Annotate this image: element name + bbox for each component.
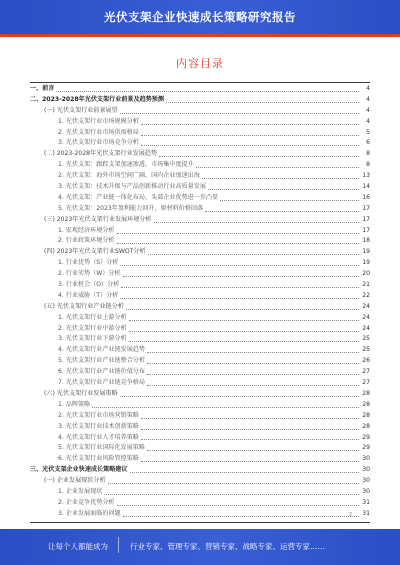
toc-entry-page: 25 bbox=[362, 335, 370, 343]
toc-entry[interactable] bbox=[30, 204, 370, 215]
toc-entry-text: 1. 宏观经济环境分析 bbox=[58, 226, 115, 234]
toc-entry-page: 20 bbox=[362, 270, 370, 278]
toc-dot-leader bbox=[220, 200, 359, 201]
toc-entry[interactable] bbox=[30, 433, 370, 444]
footer-tagline: 行业专家、管理专家、营销专家、战略专家、运营专家…… bbox=[130, 542, 325, 551]
toc-entry[interactable] bbox=[30, 226, 370, 237]
toc-entry[interactable] bbox=[30, 247, 370, 258]
toc-dot-leader bbox=[147, 363, 359, 364]
toc-dot-leader bbox=[129, 331, 359, 332]
toc-entry[interactable] bbox=[30, 378, 370, 389]
toc-entry-page: 29 bbox=[362, 444, 370, 452]
toc-dot-leader bbox=[205, 211, 359, 212]
toc-entry[interactable] bbox=[30, 389, 370, 400]
toc-entry-text: 1. 光伏支架行业市场规模分析 bbox=[58, 117, 139, 125]
toc-entry[interactable] bbox=[30, 465, 370, 476]
toc-entry[interactable] bbox=[30, 149, 370, 160]
toc-entry-page: 31 bbox=[362, 498, 370, 506]
toc-entry[interactable] bbox=[30, 324, 370, 335]
toc-entry-page: 24 bbox=[362, 313, 370, 321]
toc-entry-page: 17 bbox=[362, 204, 370, 212]
toc-dot-leader bbox=[120, 396, 359, 397]
footer-slogan: 让每个人都能成为 bbox=[48, 542, 108, 551]
toc-dot-leader bbox=[120, 298, 359, 299]
toc-entry-text: 5. 光伏支架：2023年盈利能力回升，原材料价格回落 bbox=[58, 204, 204, 212]
toc-entry-text: 1. 品牌策略 bbox=[58, 400, 91, 408]
toc-entry-page: 14 bbox=[362, 183, 370, 191]
toc-entry[interactable] bbox=[30, 476, 370, 487]
toc-dot-leader bbox=[141, 145, 359, 146]
toc-entry-text: (一) 企业发展现状分析 bbox=[44, 477, 106, 485]
toc-entry-text: 1. 光伏支架：跟踪支架加速渗透，市场集中度提升 bbox=[58, 161, 194, 169]
toc-entry-text: 2. 光伏支架行业市场营销策略 bbox=[58, 411, 139, 419]
toc-bottom-rule bbox=[30, 522, 370, 523]
toc-entry-text: 6. 光伏支架行业风险管控策略 bbox=[58, 455, 139, 463]
toc-entry-page: 29 bbox=[362, 433, 370, 441]
toc-entry-text: 一、前言 bbox=[30, 85, 55, 92]
toc-dot-leader bbox=[123, 516, 359, 517]
toc-entry-text: (一) 光伏支架行业前景展望 bbox=[44, 106, 118, 114]
toc-entry-page: 16 bbox=[362, 193, 370, 201]
toc-entry[interactable] bbox=[30, 400, 370, 411]
footer-divider bbox=[118, 537, 119, 553]
toc-entry-text: (二) 2023-2028年光伏支架行业发展趋势 bbox=[44, 150, 158, 158]
toc-entry-text: 2. 行业政策环境分析 bbox=[58, 237, 115, 245]
toc-entry-page: 25 bbox=[362, 346, 370, 354]
toc-dot-leader bbox=[120, 265, 359, 266]
toc-dot-leader bbox=[104, 494, 359, 495]
toc-dot-leader bbox=[130, 472, 360, 473]
toc-entry-text: (四) 2023年光伏支架行业SWOT分析 bbox=[44, 248, 146, 256]
toc-dot-leader bbox=[202, 178, 359, 179]
toc-entry[interactable] bbox=[30, 171, 370, 182]
toc-entry-text: (六) 光伏支架行业发展策略 bbox=[44, 389, 118, 397]
toc-entry-page: 28 bbox=[362, 400, 370, 408]
toc-dot-leader bbox=[117, 505, 359, 506]
toc-dot-leader bbox=[147, 352, 359, 353]
toc-entry-text: 3. 光伏支架行业市场竞争分析 bbox=[58, 139, 139, 147]
toc-dot-leader bbox=[141, 429, 359, 430]
toc-dot-leader bbox=[141, 135, 359, 136]
toc-entry[interactable] bbox=[30, 334, 370, 345]
toc-entry-text: 4. 光伏支架行业人才培养策略 bbox=[58, 433, 139, 441]
toc-entry-page: 8 bbox=[366, 161, 370, 169]
toc-entry-page: 13 bbox=[362, 172, 370, 180]
toc-entry[interactable] bbox=[30, 313, 370, 324]
toc-entry[interactable] bbox=[30, 128, 370, 139]
toc-entry-page: 4 bbox=[366, 106, 370, 114]
toc-entry[interactable] bbox=[30, 422, 370, 433]
toc-entry-page: 30 bbox=[362, 477, 370, 485]
toc-entry-text: 3. 行业机会（O）分析 bbox=[58, 281, 120, 289]
toc-entry[interactable] bbox=[30, 498, 370, 509]
toc-dot-leader bbox=[147, 450, 359, 451]
toc-dot-leader bbox=[141, 439, 359, 440]
toc-dot-leader bbox=[129, 341, 359, 342]
toc-top-rule bbox=[30, 82, 370, 83]
toc-dot-leader bbox=[141, 418, 359, 419]
toc-entry-text: 4. 光伏支架：产业链一体化布局，头部企业优势进一步凸显 bbox=[58, 193, 219, 201]
toc-entry[interactable] bbox=[30, 236, 370, 247]
toc-entry-text: 1. 光伏支架行业上游分析 bbox=[58, 313, 127, 321]
toc-entry[interactable] bbox=[30, 509, 370, 520]
toc-entry[interactable] bbox=[30, 160, 370, 171]
toc-entry-text: 3. 企业发展面临的问题 bbox=[58, 509, 121, 517]
report-title: 光伏支架企业快速成长策略研究报告 bbox=[104, 10, 296, 24]
toc-entry-page: 28 bbox=[362, 389, 370, 397]
toc-entry-page: 19 bbox=[362, 259, 370, 267]
toc-entry-page: 19 bbox=[362, 248, 370, 256]
toc-entry-page: 28 bbox=[362, 411, 370, 419]
toc-entry-text: 7. 光伏支架行业产业链竞争格局 bbox=[58, 379, 145, 387]
toc-entry-page: 27 bbox=[362, 368, 370, 376]
toc-dot-leader bbox=[148, 254, 359, 255]
toc-entry-text: 5. 光伏支架行业产业链整合分析 bbox=[58, 357, 145, 365]
toc-entry[interactable] bbox=[30, 95, 370, 106]
toc-entry[interactable] bbox=[30, 291, 370, 302]
toc-entry-page: 8 bbox=[366, 150, 370, 158]
toc-entry-text: (三) 2023年光伏支架行业发展环境分析 bbox=[44, 215, 152, 223]
toc-entry-page: 22 bbox=[362, 291, 370, 299]
toc-entry-text: 4. 光伏支架行业产业链发展趋势 bbox=[58, 346, 145, 354]
toc-entry[interactable] bbox=[30, 106, 370, 117]
toc-dot-leader bbox=[117, 233, 359, 234]
toc-entry[interactable] bbox=[30, 269, 370, 280]
toc-entry[interactable] bbox=[30, 367, 370, 378]
toc-entry-page: 6 bbox=[366, 139, 370, 147]
toc-dot-leader bbox=[126, 309, 359, 310]
toc-entry-page: 30 bbox=[362, 466, 370, 474]
toc-entry-text: 3. 光伏支架行业技术创新策略 bbox=[58, 422, 139, 430]
toc-entry-page: 27 bbox=[362, 379, 370, 387]
toc-dot-leader bbox=[147, 385, 359, 386]
toc-dot-leader bbox=[159, 156, 359, 157]
table-of-contents bbox=[30, 84, 370, 520]
toc-dot-leader bbox=[154, 222, 359, 223]
toc-entry[interactable] bbox=[30, 193, 370, 204]
toc-dot-leader bbox=[147, 374, 359, 375]
toc-entry-text: 2. 光伏支架：海外市场空间广阔，国内企业加速出海 bbox=[58, 172, 200, 180]
toc-entry[interactable] bbox=[30, 215, 370, 226]
toc-entry-page: 30 bbox=[362, 487, 370, 495]
toc-entry[interactable] bbox=[30, 356, 370, 367]
toc-entry[interactable] bbox=[30, 443, 370, 454]
toc-dot-leader bbox=[129, 320, 359, 321]
toc-entry-text: 三、光伏支架企业快速成长策略建议 bbox=[30, 466, 128, 474]
toc-entry-text: (五) 光伏支架行业产业链分析 bbox=[44, 302, 124, 310]
toc-entry[interactable] bbox=[30, 302, 370, 313]
toc-entry-page: 4 bbox=[366, 95, 370, 103]
toc-dot-leader bbox=[117, 243, 359, 244]
toc-dot-leader bbox=[56, 91, 359, 92]
toc-entry-page: 28 bbox=[362, 422, 370, 430]
toc-entry-text: 2. 企业竞争优势分析 bbox=[58, 498, 115, 506]
toc-entry[interactable] bbox=[30, 182, 370, 193]
toc-entry-page: 24 bbox=[362, 324, 370, 332]
toc-entry-page: 18 bbox=[362, 237, 370, 245]
page-number: 2 bbox=[348, 512, 352, 518]
toc-heading: 内容目录 bbox=[176, 57, 224, 70]
toc-dot-leader bbox=[123, 276, 359, 277]
toc-entry-text: 3. 光伏支架：技术升级与产品创新推动行业高质量发展 bbox=[58, 183, 206, 191]
toc-entry-text: 二、2023-2028年光伏支架行业前景及趋势预测 bbox=[30, 95, 164, 103]
toc-entry-text: 1. 行业优势（S）分析 bbox=[58, 259, 119, 267]
toc-entry-text: 2. 行业劣势（W）分析 bbox=[58, 270, 121, 278]
toc-dot-leader bbox=[141, 461, 359, 462]
toc-entry[interactable] bbox=[30, 138, 370, 149]
toc-dot-leader bbox=[120, 113, 359, 114]
toc-entry[interactable] bbox=[30, 487, 370, 498]
toc-entry-page: 30 bbox=[362, 455, 370, 463]
toc-entry[interactable] bbox=[30, 84, 370, 95]
toc-entry-page: 17 bbox=[362, 215, 370, 223]
toc-dot-leader bbox=[92, 407, 359, 408]
toc-dot-leader bbox=[141, 124, 359, 125]
toc-entry-text: 4. 行业威胁（T）分析 bbox=[58, 291, 119, 299]
toc-entry-page: 4 bbox=[366, 117, 370, 125]
toc-entry-text: 5. 光伏支架行业国际化发展策略 bbox=[58, 444, 145, 452]
toc-entry-page: 31 bbox=[362, 509, 370, 517]
toc-entry[interactable] bbox=[30, 345, 370, 356]
toc-entry[interactable] bbox=[30, 411, 370, 422]
toc-dot-leader bbox=[121, 287, 359, 288]
toc-entry[interactable] bbox=[30, 117, 370, 128]
toc-entry-page: 21 bbox=[362, 281, 370, 289]
toc-entry[interactable] bbox=[30, 258, 370, 269]
toc-entry-text: 2. 光伏支架行业中游分析 bbox=[58, 324, 127, 332]
toc-entry-page: 24 bbox=[362, 302, 370, 310]
toc-dot-leader bbox=[196, 167, 359, 168]
toc-entry-text: 6. 光伏支架行业产业链价值分布 bbox=[58, 368, 145, 376]
toc-entry[interactable] bbox=[30, 280, 370, 291]
toc-entry-text: 1. 企业发展现状 bbox=[58, 487, 103, 495]
toc-entry-text: 3. 光伏支架行业下游分析 bbox=[58, 335, 127, 343]
header-accent-stripe bbox=[0, 34, 400, 37]
toc-entry[interactable] bbox=[30, 454, 370, 465]
toc-dot-leader bbox=[166, 102, 359, 103]
toc-entry-page: 5 bbox=[366, 128, 370, 136]
toc-dot-leader bbox=[208, 189, 359, 190]
toc-entry-page: 17 bbox=[362, 226, 370, 234]
toc-entry-page: 4 bbox=[366, 85, 370, 92]
toc-dot-leader bbox=[108, 483, 359, 484]
toc-entry-text: 2. 光伏支架行业市场供需格局 bbox=[58, 128, 139, 136]
toc-entry-page: 26 bbox=[362, 357, 370, 365]
